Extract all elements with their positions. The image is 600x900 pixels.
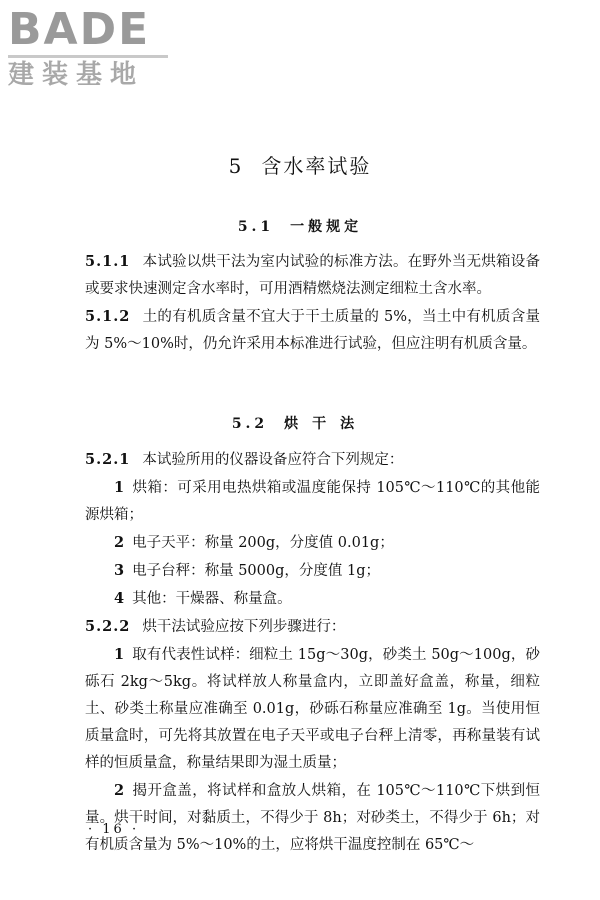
- clause-text: 烘干法试验应按下列步骤进行：: [142, 619, 346, 635]
- section-5-2-body: [85, 446, 540, 859]
- list-item: [85, 557, 540, 585]
- clause-number: 5.2.2: [85, 618, 131, 635]
- chapter-number: 5: [228, 154, 244, 178]
- section-title-5-1: [0, 216, 600, 236]
- item-number: 1: [114, 479, 125, 496]
- item-text: 烘箱：可采用电热烘箱或温度能保持 105℃～110℃的其他能源烘箱；: [85, 480, 540, 523]
- clause-text: 本试验所用的仪器设备应符合下列规定：: [142, 452, 404, 468]
- clause-text: 土的有机质含量不宜大于干土质量的 5%，当土中有机质含量为 5%～10%时，仍允许采用本标准进行试验，但应注明有机质含量。: [85, 309, 540, 352]
- item-number: 2: [114, 534, 125, 551]
- logo-brand: BADE: [8, 4, 151, 55]
- clause-5-2-1: [85, 446, 540, 474]
- clause-5-1-2: [85, 303, 540, 358]
- clause-5-1-1: [85, 248, 540, 303]
- page-number: · 16 ·: [88, 822, 140, 837]
- chapter-title: [0, 150, 600, 179]
- item-text: 揭开盒盖，将试样和盒放人烘箱，在 105℃～110℃下烘到恒量。烘干时间，对黏质土，不得少于 8h；对砂类土，不得少于 6h；对有机质含量为 5%～10%的土，应将烘干温度控制在 65℃～: [85, 783, 540, 853]
- clause-number: 5.2.1: [85, 451, 131, 468]
- section-number: 5.2: [231, 416, 269, 432]
- list-item: [85, 777, 540, 859]
- list-item: [85, 529, 540, 557]
- item-number: 2: [114, 782, 125, 799]
- clause-text: 本试验以烘干法为室内试验的标准方法。在野外当无烘箱设备或要求快速测定含水率时，可用酒精燃烧法测定细粒土含水率。: [85, 254, 540, 297]
- section-5-1-body: [85, 248, 540, 358]
- clause-number: 5.1.2: [85, 308, 131, 325]
- section-title-text: 烘干法: [284, 416, 369, 432]
- item-number: 1: [114, 646, 125, 663]
- logo: [8, 6, 178, 92]
- item-text: 取有代表性试样：细粒土 15g～30g，砂类土 50g～100g，砂砾石 2kg～5kg。将试样放人称量盒内，立即盖好盒盖，称量，细粒土、砂类土称量应准确至 0.01g，砂砾石称量应准确至 1g。当使用恒质量盒时，可先将其放置在电子天平或电子台秤上清零，再称量装有试样的恒质量盒，称量结果即为湿土质量；: [85, 647, 540, 771]
- chapter-title-text: 含水率试验: [261, 154, 372, 178]
- section-number: 5.1: [237, 219, 275, 235]
- section-title-text: 一般规定: [290, 219, 363, 235]
- item-text: 电子台秤：称量 5000g，分度值 1g；: [132, 563, 381, 579]
- item-number: 4: [114, 590, 125, 607]
- item-text: 其他：干燥器、称量盒。: [132, 591, 292, 607]
- item-text: 电子天平：称量 200g，分度值 0.01g；: [132, 535, 394, 551]
- clause-number: 5.1.1: [85, 253, 131, 270]
- list-item: [85, 474, 540, 529]
- logo-subtitle: 建装基地: [8, 60, 145, 90]
- section-title-5-2: [0, 413, 600, 433]
- clause-5-2-2: [85, 613, 540, 641]
- item-number: 3: [114, 562, 125, 579]
- list-item: [85, 641, 540, 777]
- list-item: [85, 585, 540, 613]
